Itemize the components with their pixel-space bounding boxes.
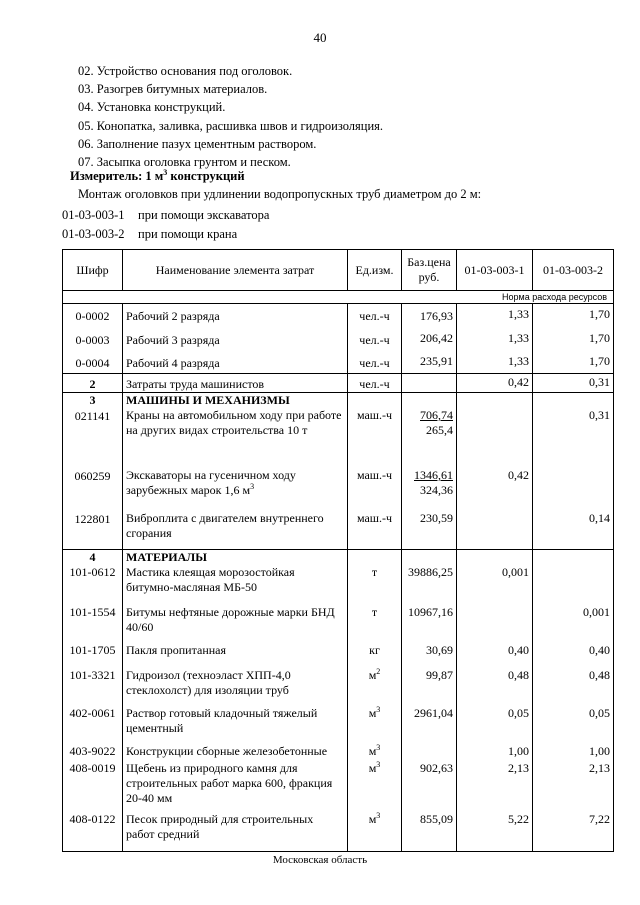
operation-item: 03. Разогрев битумных материалов. <box>78 82 268 97</box>
table-cell <box>533 565 614 605</box>
table-cell: чел.-ч <box>348 374 402 393</box>
table-cell <box>402 744 457 761</box>
header-unit: Ед.изм. <box>348 250 402 291</box>
table-cell: 2,13 <box>533 761 614 812</box>
section-machines <box>63 393 614 409</box>
table-row <box>63 304 614 328</box>
table-cell: $м^3$ <box>348 706 402 744</box>
table-cell: 0,40 <box>457 643 533 668</box>
table-cell: 5,22 <box>457 812 533 852</box>
operation-item: 02. Устройство основания под оголовок. <box>78 64 293 78</box>
table-cell: 230,59 <box>402 511 457 549</box>
table-cell: 0-0002 <box>63 304 123 328</box>
table-cell: 1,00 <box>457 744 533 761</box>
table-cell: 1,33 <box>457 304 533 328</box>
table-cell: 0,14 <box>533 511 614 549</box>
table-cell: 2,13 <box>457 761 533 812</box>
table-cell <box>533 468 614 511</box>
table-cell: 101-3321 <box>63 668 123 706</box>
table-cell: 4 <box>63 549 123 565</box>
table-cell: 0,001 <box>457 565 533 605</box>
table-cell: $м^3$ <box>348 761 402 812</box>
table-cell <box>348 549 402 565</box>
table-cell: 3 <box>63 393 123 409</box>
table-cell: 0,42 <box>457 374 533 393</box>
table-row <box>63 328 614 351</box>
table-cell: 1,70 <box>533 351 614 374</box>
header-code: Шифр <box>63 250 123 291</box>
table-row <box>63 565 614 605</box>
table-cell: Битумы нефтяные дорожные марки БНД 40/60 <box>123 605 348 643</box>
table-cell: Щебень из природного камня для строительных работ марка 600, фракция 20-40 мм <box>123 761 348 812</box>
table-cell: 408-0019 <box>63 761 123 812</box>
table-cell: 060259 <box>63 468 123 511</box>
intro-text: Монтаж оголовков при удлинении водопропускных труб диаметром до 2 м: <box>78 187 482 201</box>
table-row <box>63 761 614 812</box>
table-row <box>63 643 614 668</box>
norm-row <box>63 291 614 304</box>
table-cell: 99,87 <box>402 668 457 706</box>
table-cell: 235,91 <box>402 351 457 374</box>
table-cell: $м^3$ <box>348 812 402 852</box>
table-cell: МАШИНЫ И МЕХАНИЗМЫ <box>123 393 348 409</box>
table-cell: 021141 <box>63 408 123 468</box>
operation-item: 04. Установка конструкций. <box>78 100 226 115</box>
table-cell <box>457 393 533 409</box>
table-cell: 402-0061 <box>63 706 123 744</box>
table-cell: 1,33 <box>457 351 533 374</box>
table-cell: 0,05 <box>533 706 614 744</box>
table-cell: маш.-ч <box>348 511 402 549</box>
header-name: Наименование элемента затрат <box>123 250 348 291</box>
page-number: 40 <box>313 30 327 45</box>
table-cell: Песок природный для строительных работ средний <box>123 812 348 852</box>
table-cell: 176,93 <box>402 304 457 328</box>
table-cell: 1,33 <box>457 328 533 351</box>
table-cell: 101-1705 <box>63 643 123 668</box>
table-cell <box>533 393 614 409</box>
table-row <box>63 668 614 706</box>
table-cell: $м^3$ <box>348 744 402 761</box>
table-cell: 408-0122 <box>63 812 123 852</box>
operation-item: 05. Конопатка, заливка, расшивка швов и гидроизоляция. <box>78 118 384 133</box>
table-cell: 2961,04 <box>402 706 457 744</box>
table-cell <box>457 511 533 549</box>
table-cell: т <box>348 565 402 605</box>
operation-item: 06. Заполнение пазух цементным раствором. <box>78 136 317 151</box>
table-cell: чел.-ч <box>348 351 402 374</box>
table-cell: 101-1554 <box>63 605 123 643</box>
table-cell: т <box>348 605 402 643</box>
measure-unit: Измеритель: 1 $м^3$ конструкций <box>70 167 245 183</box>
table-cell: 0,48 <box>533 668 614 706</box>
table-cell: кг <box>348 643 402 668</box>
table-cell: Виброплита с двигателем внутреннего сгорания <box>123 511 348 549</box>
table-cell: 0,48 <box>457 668 533 706</box>
table-cell: 206,42 <box>402 328 457 351</box>
variant-item: 01-03-003-2 при помощи крана <box>62 226 238 241</box>
table-cell: маш.-ч <box>348 468 402 511</box>
section-materials <box>63 549 614 565</box>
table-cell <box>533 549 614 565</box>
table-cell: 0,42 <box>457 468 533 511</box>
table-cell: Раствор готовый кладочный тяжелый цементный <box>123 706 348 744</box>
table-row <box>63 706 614 744</box>
table-cell: 10967,16 <box>402 605 457 643</box>
table-cell: 855,09 <box>402 812 457 852</box>
table-cell: 122801 <box>63 511 123 549</box>
table-cell <box>457 605 533 643</box>
table-cell: 0,40 <box>533 643 614 668</box>
table-cell <box>348 393 402 409</box>
table-row <box>63 511 614 549</box>
table-cell: Затраты труда машинистов <box>123 374 348 393</box>
header-price: Баз.цена руб. <box>402 250 457 291</box>
table-cell: Рабочий 2 разряда <box>123 304 348 328</box>
table-cell: 101-0612 <box>63 565 123 605</box>
table-cell <box>402 374 457 393</box>
table-cell <box>457 549 533 565</box>
table-cell: 902,63 <box>402 761 457 812</box>
table-cell: 1,00 <box>533 744 614 761</box>
table-cell <box>457 408 533 468</box>
table-cell: 0,05 <box>457 706 533 744</box>
table-cell: Экскаваторы на гусеничном ходу зарубежных марок 1,6 $м^3$ <box>123 468 348 511</box>
table-cell: 30,69 <box>402 643 457 668</box>
table-cell: маш.-ч <box>348 408 402 468</box>
header-variant-1: 01-03-003-1 <box>457 250 533 291</box>
variant-item: 01-03-003-1 при помощи экскаватора <box>62 208 270 222</box>
table-cell: Мастика клеящая морозостойкая битумно-масляная МБ-50 <box>123 565 348 605</box>
table-cell <box>402 549 457 565</box>
table-row <box>63 744 614 761</box>
table-cell: 0,31 <box>533 374 614 393</box>
table-row <box>63 605 614 643</box>
table-cell: Конструкции сборные железобетонные <box>123 744 348 761</box>
operators-row <box>63 374 614 393</box>
table-cell: 39886,25 <box>402 565 457 605</box>
footer-region: Московская область <box>272 854 368 866</box>
operation-item: 07. Засыпка оголовка грунтом и песком. <box>78 155 291 170</box>
table-cell: 0,31 <box>533 408 614 468</box>
table-cell: 0-0003 <box>63 328 123 351</box>
table-cell: 0-0004 <box>63 351 123 374</box>
table-cell: 403-9022 <box>63 744 123 761</box>
operations-list <box>78 62 383 171</box>
header-variant-2: 01-03-003-2 <box>533 250 614 291</box>
table-cell: Краны на автомобильном ходу при работе на других видах строительства 10 т <box>123 408 348 468</box>
table-row <box>63 812 614 852</box>
table-row <box>63 468 614 511</box>
table-cell: МАТЕРИАЛЫ <box>123 549 348 565</box>
table-header <box>63 250 614 291</box>
table-row <box>63 351 614 374</box>
table-cell: 2 <box>63 374 123 393</box>
table-cell: $м^2$ <box>348 668 402 706</box>
table-cell: 0,001 <box>533 605 614 643</box>
resource-table <box>62 249 614 852</box>
norm-label: Норма расхода ресурсов <box>63 291 614 304</box>
table-cell: 706,74 265,4 <box>402 408 457 468</box>
table-cell <box>402 393 457 409</box>
table-cell: Гидроизол (техноэласт ХПП-4,0 стеклохолст) для изоляции труб <box>123 668 348 706</box>
table-cell: 1346,61 324,36 <box>402 468 457 511</box>
table-cell: чел.-ч <box>348 328 402 351</box>
variant-list <box>62 206 269 243</box>
table-cell: 1,70 <box>533 304 614 328</box>
table-cell: Пакля пропитанная <box>123 643 348 668</box>
table-row <box>63 408 614 468</box>
table-cell: Рабочий 4 разряда <box>123 351 348 374</box>
table-cell: 1,70 <box>533 328 614 351</box>
table-cell: Рабочий 3 разряда <box>123 328 348 351</box>
table-cell: чел.-ч <box>348 304 402 328</box>
table-cell: 7,22 <box>533 812 614 852</box>
